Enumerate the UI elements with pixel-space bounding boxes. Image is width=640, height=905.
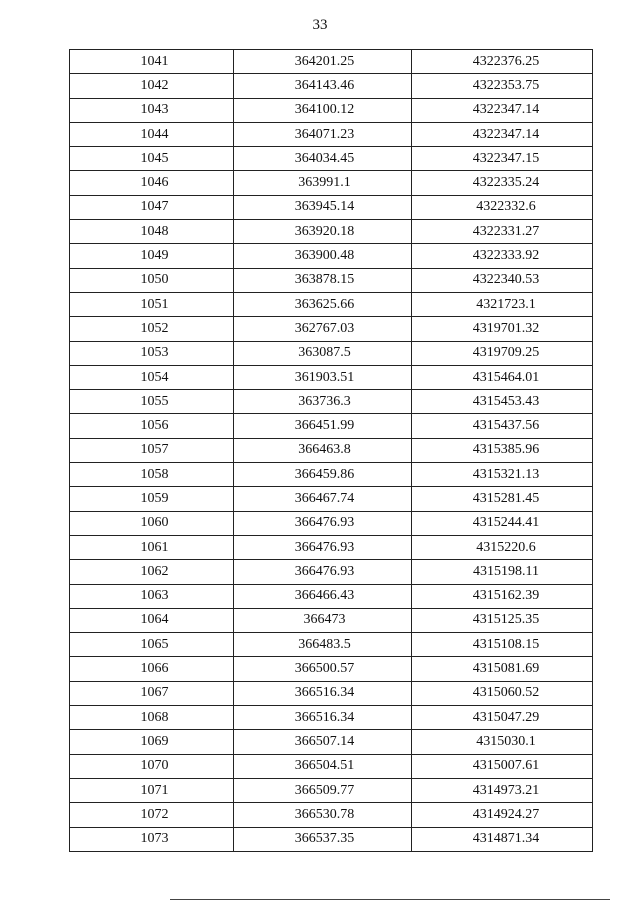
point-id-cell: 1071 — [70, 778, 234, 802]
x-coordinate-cell: 366530.78 — [234, 803, 412, 827]
x-coordinate-cell: 363920.18 — [234, 220, 412, 244]
table-row — [70, 50, 593, 74]
y-coordinate-cell: 4322335.24 — [412, 171, 593, 195]
y-coordinate-cell: 4321723.1 — [412, 292, 593, 316]
y-coordinate-cell: 4315108.15 — [412, 633, 593, 657]
y-coordinate-cell: 4322333.92 — [412, 244, 593, 268]
y-coordinate-cell: 4315007.61 — [412, 754, 593, 778]
x-coordinate-cell: 366451.99 — [234, 414, 412, 438]
y-coordinate-cell: 4315281.45 — [412, 487, 593, 511]
y-coordinate-cell: 4315162.39 — [412, 584, 593, 608]
y-coordinate-cell: 4315464.01 — [412, 365, 593, 389]
point-id-cell: 1050 — [70, 268, 234, 292]
point-id-cell: 1041 — [70, 50, 234, 74]
point-id-cell: 1045 — [70, 147, 234, 171]
point-id-cell: 1056 — [70, 414, 234, 438]
point-id-cell: 1048 — [70, 220, 234, 244]
y-coordinate-cell: 4322353.75 — [412, 74, 593, 98]
table-row — [70, 803, 593, 827]
point-id-cell: 1064 — [70, 608, 234, 632]
x-coordinate-cell: 363945.14 — [234, 195, 412, 219]
x-coordinate-cell: 364034.45 — [234, 147, 412, 171]
y-coordinate-cell: 4314871.34 — [412, 827, 593, 851]
table-row — [70, 608, 593, 632]
x-coordinate-cell: 366516.34 — [234, 706, 412, 730]
x-coordinate-cell: 364100.12 — [234, 98, 412, 122]
x-coordinate-cell: 366516.34 — [234, 681, 412, 705]
x-coordinate-cell: 366500.57 — [234, 657, 412, 681]
y-coordinate-cell: 4319701.32 — [412, 317, 593, 341]
y-coordinate-cell: 4314924.27 — [412, 803, 593, 827]
y-coordinate-cell: 4322347.15 — [412, 147, 593, 171]
point-id-cell: 1070 — [70, 754, 234, 778]
x-coordinate-cell: 363625.66 — [234, 292, 412, 316]
y-coordinate-cell: 4315060.52 — [412, 681, 593, 705]
y-coordinate-cell: 4322340.53 — [412, 268, 593, 292]
page-number: 33 — [312, 17, 328, 33]
x-coordinate-cell: 366476.93 — [234, 511, 412, 535]
table-row — [70, 74, 593, 98]
table-row — [70, 244, 593, 268]
table-row — [70, 292, 593, 316]
x-coordinate-cell: 363900.48 — [234, 244, 412, 268]
y-coordinate-cell: 4315244.41 — [412, 511, 593, 535]
y-coordinate-cell: 4322331.27 — [412, 220, 593, 244]
point-id-cell: 1046 — [70, 171, 234, 195]
x-coordinate-cell: 362767.03 — [234, 317, 412, 341]
table-row — [70, 584, 593, 608]
page-bottom-rule — [170, 899, 610, 900]
y-coordinate-cell: 4315453.43 — [412, 390, 593, 414]
x-coordinate-cell: 364071.23 — [234, 122, 412, 146]
point-id-cell: 1059 — [70, 487, 234, 511]
table-row — [70, 681, 593, 705]
y-coordinate-cell: 4315385.96 — [412, 438, 593, 462]
table-row — [70, 487, 593, 511]
x-coordinate-cell: 366483.5 — [234, 633, 412, 657]
x-coordinate-cell: 366467.74 — [234, 487, 412, 511]
table-row — [70, 98, 593, 122]
table-row — [70, 122, 593, 146]
point-id-cell: 1055 — [70, 390, 234, 414]
table-row — [70, 317, 593, 341]
point-id-cell: 1058 — [70, 463, 234, 487]
x-coordinate-cell: 366476.93 — [234, 535, 412, 559]
y-coordinate-cell: 4322347.14 — [412, 122, 593, 146]
point-id-cell: 1061 — [70, 535, 234, 559]
x-coordinate-cell: 363087.5 — [234, 341, 412, 365]
table-row — [70, 171, 593, 195]
x-coordinate-cell: 361903.51 — [234, 365, 412, 389]
point-id-cell: 1043 — [70, 98, 234, 122]
table-row — [70, 438, 593, 462]
point-id-cell: 1053 — [70, 341, 234, 365]
table-row — [70, 827, 593, 851]
y-coordinate-cell: 4315030.1 — [412, 730, 593, 754]
table-row — [70, 390, 593, 414]
point-id-cell: 1067 — [70, 681, 234, 705]
table-row — [70, 754, 593, 778]
table-row — [70, 730, 593, 754]
table-row — [70, 511, 593, 535]
table-row — [70, 268, 593, 292]
table-row — [70, 463, 593, 487]
x-coordinate-cell: 366463.8 — [234, 438, 412, 462]
y-coordinate-cell: 4315047.29 — [412, 706, 593, 730]
point-id-cell: 1052 — [70, 317, 234, 341]
point-id-cell: 1042 — [70, 74, 234, 98]
table-row — [70, 220, 593, 244]
point-id-cell: 1044 — [70, 122, 234, 146]
point-id-cell: 1062 — [70, 560, 234, 584]
y-coordinate-cell: 4315081.69 — [412, 657, 593, 681]
point-id-cell: 1068 — [70, 706, 234, 730]
coordinates-table — [69, 49, 593, 852]
x-coordinate-cell: 364201.25 — [234, 50, 412, 74]
y-coordinate-cell: 4322376.25 — [412, 50, 593, 74]
y-coordinate-cell: 4322347.14 — [412, 98, 593, 122]
point-id-cell: 1065 — [70, 633, 234, 657]
y-coordinate-cell: 4319709.25 — [412, 341, 593, 365]
x-coordinate-cell: 363878.15 — [234, 268, 412, 292]
point-id-cell: 1069 — [70, 730, 234, 754]
x-coordinate-cell: 363736.3 — [234, 390, 412, 414]
table-row — [70, 414, 593, 438]
y-coordinate-cell: 4322332.6 — [412, 195, 593, 219]
y-coordinate-cell: 4315198.11 — [412, 560, 593, 584]
x-coordinate-cell: 363991.1 — [234, 171, 412, 195]
x-coordinate-cell: 366466.43 — [234, 584, 412, 608]
y-coordinate-cell: 4315220.6 — [412, 535, 593, 559]
point-id-cell: 1054 — [70, 365, 234, 389]
coordinates-table-body — [70, 50, 593, 852]
table-row — [70, 535, 593, 559]
x-coordinate-cell: 366507.14 — [234, 730, 412, 754]
table-row — [70, 778, 593, 802]
table-row — [70, 365, 593, 389]
y-coordinate-cell: 4315321.13 — [412, 463, 593, 487]
x-coordinate-cell: 366476.93 — [234, 560, 412, 584]
table-row — [70, 341, 593, 365]
point-id-cell: 1066 — [70, 657, 234, 681]
x-coordinate-cell: 366459.86 — [234, 463, 412, 487]
x-coordinate-cell: 366537.35 — [234, 827, 412, 851]
point-id-cell: 1051 — [70, 292, 234, 316]
point-id-cell: 1063 — [70, 584, 234, 608]
table-row — [70, 706, 593, 730]
table-row — [70, 147, 593, 171]
x-coordinate-cell: 366473 — [234, 608, 412, 632]
point-id-cell: 1073 — [70, 827, 234, 851]
x-coordinate-cell: 366504.51 — [234, 754, 412, 778]
table-row — [70, 657, 593, 681]
point-id-cell: 1060 — [70, 511, 234, 535]
table-row — [70, 633, 593, 657]
point-id-cell: 1057 — [70, 438, 234, 462]
y-coordinate-cell: 4315437.56 — [412, 414, 593, 438]
y-coordinate-cell: 4315125.35 — [412, 608, 593, 632]
x-coordinate-cell: 366509.77 — [234, 778, 412, 802]
point-id-cell: 1072 — [70, 803, 234, 827]
table-row — [70, 195, 593, 219]
point-id-cell: 1047 — [70, 195, 234, 219]
y-coordinate-cell: 4314973.21 — [412, 778, 593, 802]
table-row — [70, 560, 593, 584]
x-coordinate-cell: 364143.46 — [234, 74, 412, 98]
point-id-cell: 1049 — [70, 244, 234, 268]
